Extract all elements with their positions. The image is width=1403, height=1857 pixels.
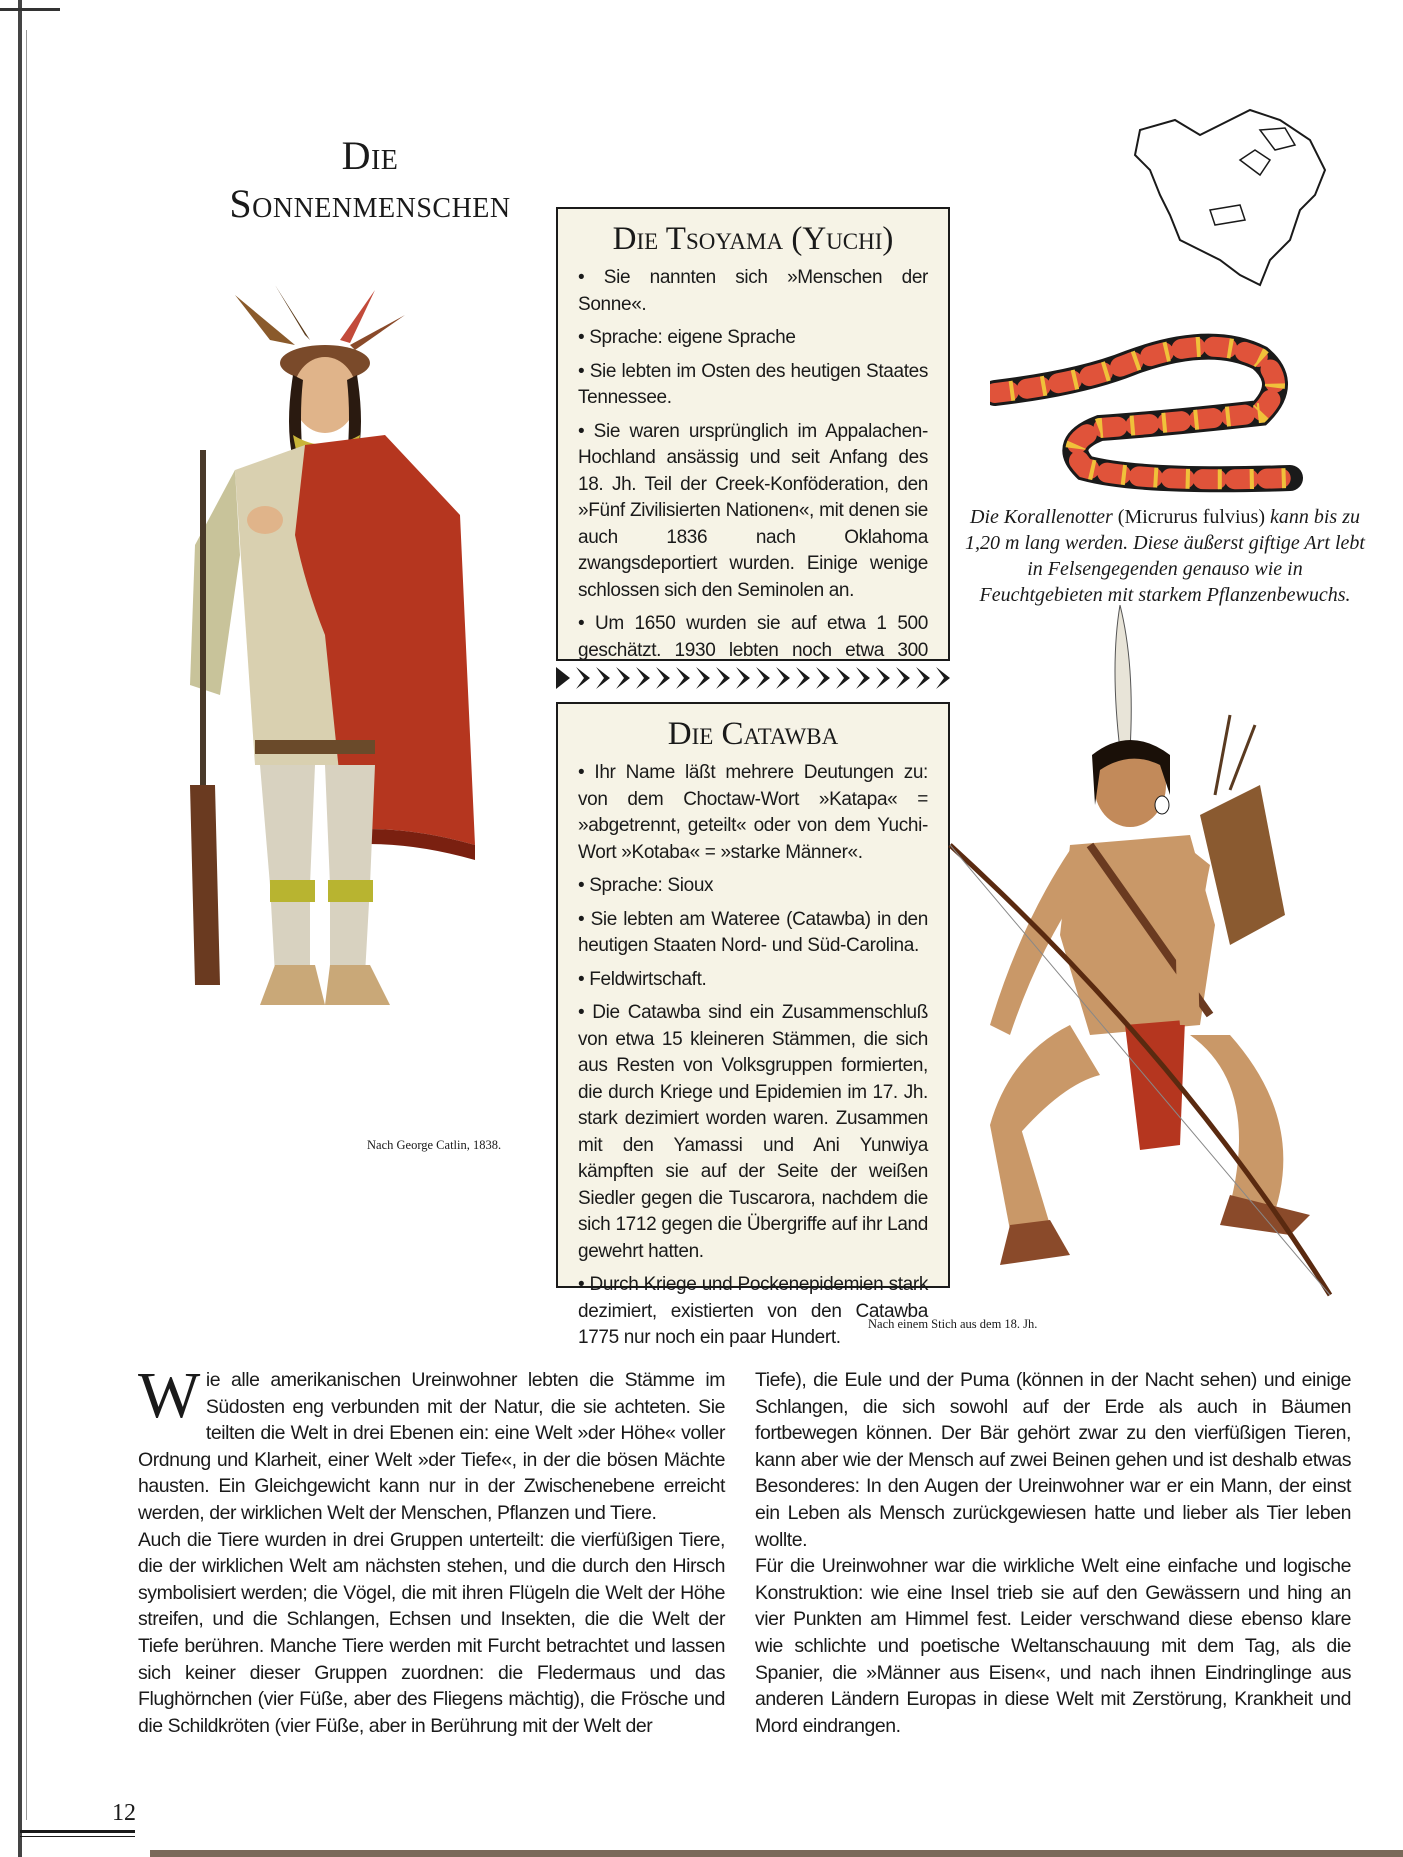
body-column-left bbox=[138, 1359, 725, 1739]
drop-cap: W bbox=[138, 1359, 200, 1432]
page-number-rule-2 bbox=[20, 1836, 135, 1837]
caption-snake-part-b: (Micrurus fulvius) bbox=[1117, 506, 1265, 528]
illustration-coral-snake bbox=[990, 333, 1320, 493]
body-paragraph: Für die Ureinwohner war die wirkliche Welt eine einfache und logische Konstruktion: wie eine Insel trieb sie auf den Gewässern und hing an vier Punkten am Himmel fest. Leider verschwand diese ebenso klare wie schlichte und poetische Weltanschauung mit dem Tag, als die Spanier, die »Männer aus Eisen«, und nach ihnen Eindringlinge aus anderen Ländern Europas in diese Welt mit Zerstörung, Krankheit und Mord eindrangen. bbox=[755, 1555, 1351, 1737]
body-text-span: ie alle amerikanischen Ureinwohner lebten die Stämme im Südosten eng verbunden mit der Natur, die sie achteten. Sie teilten die Welt in drei Ebenen ein: eine Welt »der Höhe« voller Ordnung und Klarheit, einer Welt »der Tiefe«, in der die bösen Mächte hausten. Ein Gleichgewicht kann nur in der Zwischenebene erreicht werden, der wirklichen Welt der Menschen, Pflanzen und Tiere. bbox=[138, 1369, 725, 1524]
list-item: • Um 1650 wurden sie auf etwa 1 500 geschätzt. 1930 lebten noch etwa 300 bbox=[578, 611, 928, 691]
caption-stich: Nach einem Stich aus dem 18. Jh. bbox=[868, 1317, 1038, 1331]
box-heading-tsoyama: Die Tsoyama (Yuchi) bbox=[612, 221, 894, 257]
list-item: • Sie waren ursprünglich im Appalachen-Hochland ansässig und seit Anfang des 18. Jh. Teil der Creek-Konföderation, den »Fünf Zivilisierten Nationen«, mit denen sie auch 1836 nach Oklahoma zwangsdeportiert wurden. Einige wenige schlossen sich den Seminolen an. bbox=[578, 419, 928, 605]
list-item: • Die Catawba sind ein Zusammenschluß von etwa 15 kleineren Stämmen, die sich aus Resten von Volksgruppen formierten, die durch Kriege und Epidemien im 17. Jh. stark dezimiert worden waren. Zusammen mit den Yamassi und Ani Yunwiya kämpften sie auf der Seite der weißen Siedler gegen die Tuscarora, nachdem die sich 1712 gegen die Übergriffe auf ihr Land gewehrt hatten. bbox=[578, 1000, 928, 1265]
page-number-rule bbox=[20, 1830, 135, 1833]
list-item: • Sprache: eigene Sprache bbox=[578, 325, 928, 352]
bottom-image-strip bbox=[150, 1850, 1403, 1857]
body-column-right bbox=[755, 1367, 1351, 1739]
list-item: • Sie nannten sich »Menschen der Sonne«. bbox=[578, 265, 928, 318]
info-box-catawba bbox=[556, 702, 950, 1348]
page-number: 12 bbox=[112, 1800, 136, 1826]
list-item: • Durch Kriege und Pockenepidemien stark dezimiert, existierten von den Catawba 1775 nur noch ein paar Hundert. bbox=[578, 1272, 928, 1352]
caption-snake-part-c: kann bis zu 1,20 m lang werden. Diese äußerst giftige Art lebt in Felsengegenden genauso wie in Feuchtgebieten mit starkem Pflanzenbewuchs. bbox=[965, 506, 1365, 606]
list-catawba bbox=[578, 760, 928, 1352]
list-item: • Sie lebten im Osten des heutigen Staates Tennessee. bbox=[578, 359, 928, 412]
binding-edge-inner bbox=[26, 30, 27, 1820]
title-line-2: Sonnenmenschen bbox=[229, 181, 511, 226]
body-paragraph bbox=[138, 1359, 725, 1527]
illustration-kneeling-man bbox=[930, 605, 1350, 1325]
caption-catlin: Nach George Catlin, 1838. bbox=[367, 1138, 502, 1152]
caption-snake-part-a: Die Korallenotter bbox=[970, 506, 1113, 528]
box-heading-catawba: Die Catawba bbox=[667, 716, 839, 752]
list-item: • Feldwirtschaft. bbox=[578, 967, 928, 994]
body-paragraph: Auch die Tiere wurden in drei Gruppen unterteilt: die vierfüßigen Tiere, die der wirklichen Welt am nächsten stehen, und die durch den Hirsch symbolisiert werden; die Vögel, die mit ihren Flügeln die Welt der Höhe streifen, und die Schlangen, Echsen und Insekten, die die Welt der Tiefe berühren. Manche Tiere werden mit Furcht betrachtet und lassen sich keiner dieser Gruppen zuordnen: die Fledermaus und das Flughörnchen (vier Füße, aber des Fliegens mächtig), die Frösche und die Schildkröten (vier Füße, aber in Berührung mit der Welt der bbox=[138, 1528, 725, 1737]
caption-coral-snake bbox=[965, 504, 1365, 608]
body-paragraph: Tiefe), die Eule und der Puma (können in der Nacht sehen) und einige Schlangen, die sich sowohl auf der Erde als auch in Bäumen fortbewegen können. Der Bär gehört zwar zu den vierfüßigen Tieren, kann aber wie der Mensch auf zwei Beinen gehen und ist deshalb etwas Besonderes: In den Augen der Ureinwohner war er ein Mann, der einst ein Leben als Mensch zurückgewiesen hatte und lieber als Tier leben wollte. bbox=[755, 1369, 1351, 1551]
page-title bbox=[190, 132, 550, 228]
illustration-standing-man bbox=[175, 285, 535, 1085]
decorative-border-band bbox=[556, 667, 950, 689]
list-item: • Sprache: Sioux bbox=[578, 873, 928, 900]
binding-edge bbox=[18, 0, 22, 1857]
map-north-america-icon bbox=[1120, 100, 1340, 305]
list-item: • Sie lebten am Wateree (Catawba) in den heutigen Staaten Nord- und Süd-Carolina. bbox=[578, 907, 928, 960]
title-line-1: Die bbox=[341, 133, 399, 178]
top-edge-rule bbox=[0, 8, 60, 11]
list-tsoyama bbox=[578, 265, 928, 691]
info-box-tsoyama bbox=[556, 207, 950, 661]
list-item: • Ihr Name läßt mehrere Deutungen zu: von dem Choctaw-Wort »Katapa« = »abgetrennt, geteilt« oder von dem Yuchi-Wort »Kotaba« = »starke Männer«. bbox=[578, 760, 928, 866]
